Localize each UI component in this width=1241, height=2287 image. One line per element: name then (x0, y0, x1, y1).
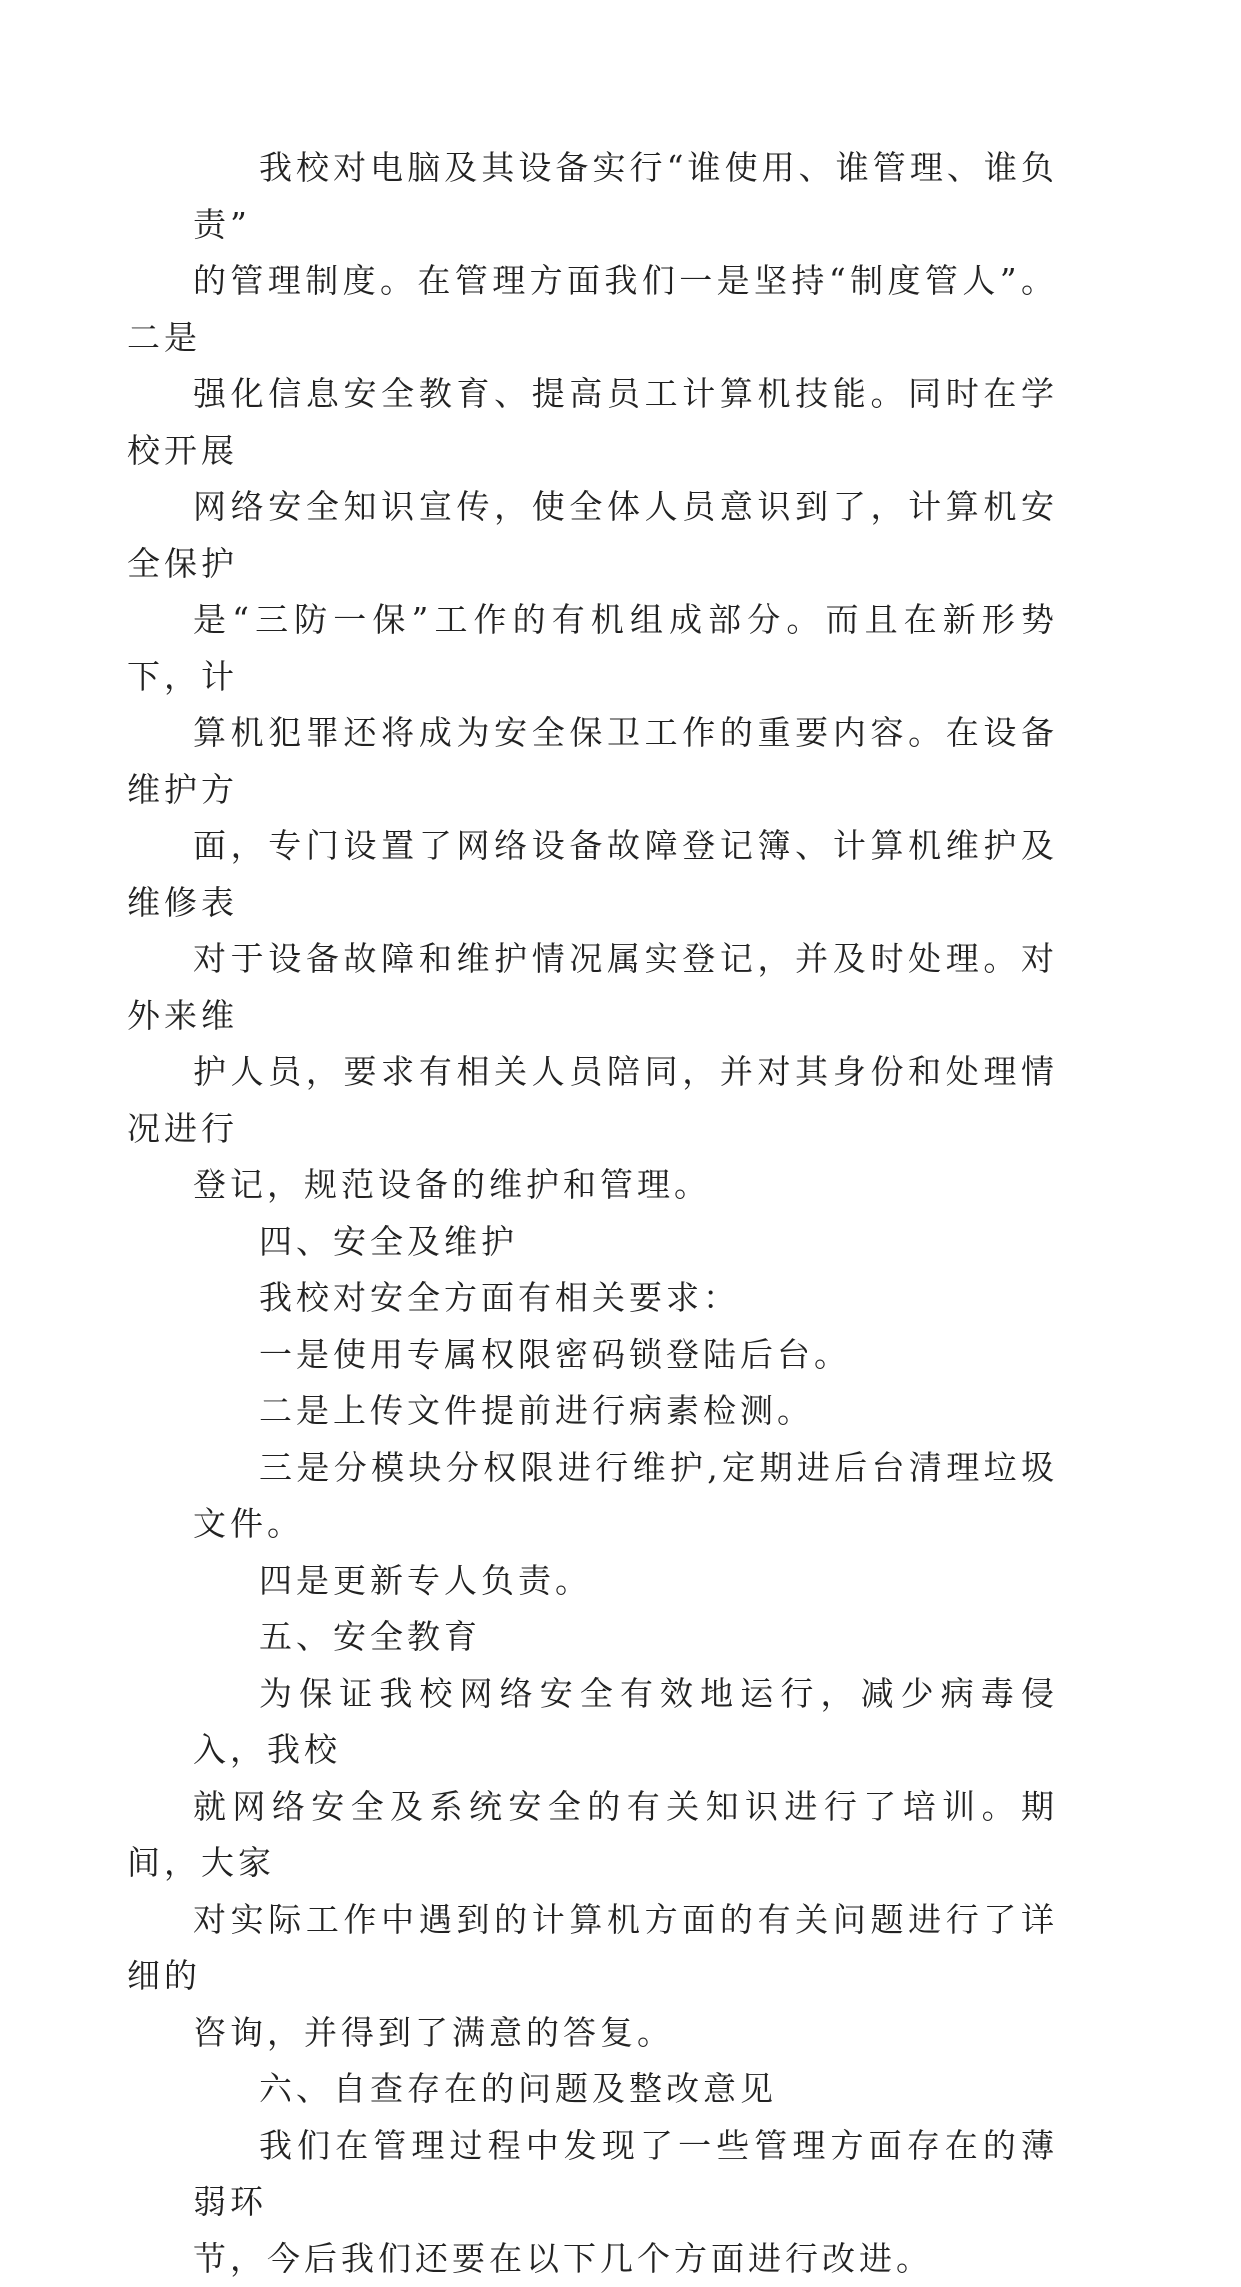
text-line: 节，今后我们还要在以下几个方面进行改进。 (127, 2231, 1058, 2287)
body-paragraph (193, 1327, 1058, 1384)
body-paragraph (193, 1553, 1058, 1610)
text-line: 我校对电脑及其设备实行“谁使用、谁管理、谁负责” (193, 140, 1058, 253)
text-line: 四、安全及维护 (259, 1222, 518, 1261)
text-line: 四是更新专人负责。 (193, 1553, 1058, 1610)
text-line: 五、安全教育 (259, 1617, 481, 1656)
body-paragraph (193, 1440, 1058, 1553)
section-heading (193, 2061, 1058, 2118)
section-heading (193, 1609, 1058, 1666)
text-line: 网络安全知识宣传，使全体人员意识到了，计算机安全保护 (127, 479, 1058, 592)
text-line: 护人员，要求有相关人员陪同，并对其身份和处理情况进行 (127, 1044, 1058, 1157)
text-line: 登记，规范设备的维护和管理。 (127, 1157, 1058, 1214)
body-paragraph (193, 1270, 1058, 1327)
body-paragraph (193, 140, 1058, 1214)
text-line: 六、自查存在的问题及整改意见 (259, 2069, 777, 2108)
text-line: 是“三防一保”工作的有机组成部分。而且在新形势下，计 (127, 592, 1058, 705)
text-line: 的管理制度。在管理方面我们一是坚持“制度管人”。二是 (127, 253, 1058, 366)
document-body (193, 140, 1058, 2287)
body-paragraph (193, 1666, 1058, 2062)
text-line: 我们在管理过程中发现了一些管理方面存在的薄弱环 (193, 2118, 1058, 2231)
body-paragraph (193, 2118, 1058, 2287)
text-line: 三是分模块分权限进行维护,定期进后台清理垃圾文件。 (193, 1440, 1058, 1553)
text-line: 对于设备故障和维护情况属实登记，并及时处理。对外来维 (127, 931, 1058, 1044)
text-line: 强化信息安全教育、提高员工计算机技能。同时在学校开展 (127, 366, 1058, 479)
text-line: 为保证我校网络安全有效地运行，减少病毒侵入，我校 (193, 1666, 1058, 1779)
text-line: 对实际工作中遇到的计算机方面的有关问题进行了详细的 (127, 1892, 1058, 2005)
text-line: 一是使用专属权限密码锁登陆后台。 (193, 1327, 1058, 1384)
body-paragraph (193, 1383, 1058, 1440)
text-line: 我校对安全方面有相关要求： (193, 1270, 1058, 1327)
text-line: 面，专门设置了网络设备故障登记簿、计算机维护及维修表 (127, 818, 1058, 931)
section-heading (193, 1214, 1058, 1271)
text-line: 算机犯罪还将成为安全保卫工作的重要内容。在设备维护方 (127, 705, 1058, 818)
text-line: 二是上传文件提前进行病素检测。 (193, 1383, 1058, 1440)
text-line: 咨询，并得到了满意的答复。 (127, 2005, 1058, 2062)
text-line: 就网络安全及系统安全的有关知识进行了培训。期间，大家 (127, 1779, 1058, 1892)
